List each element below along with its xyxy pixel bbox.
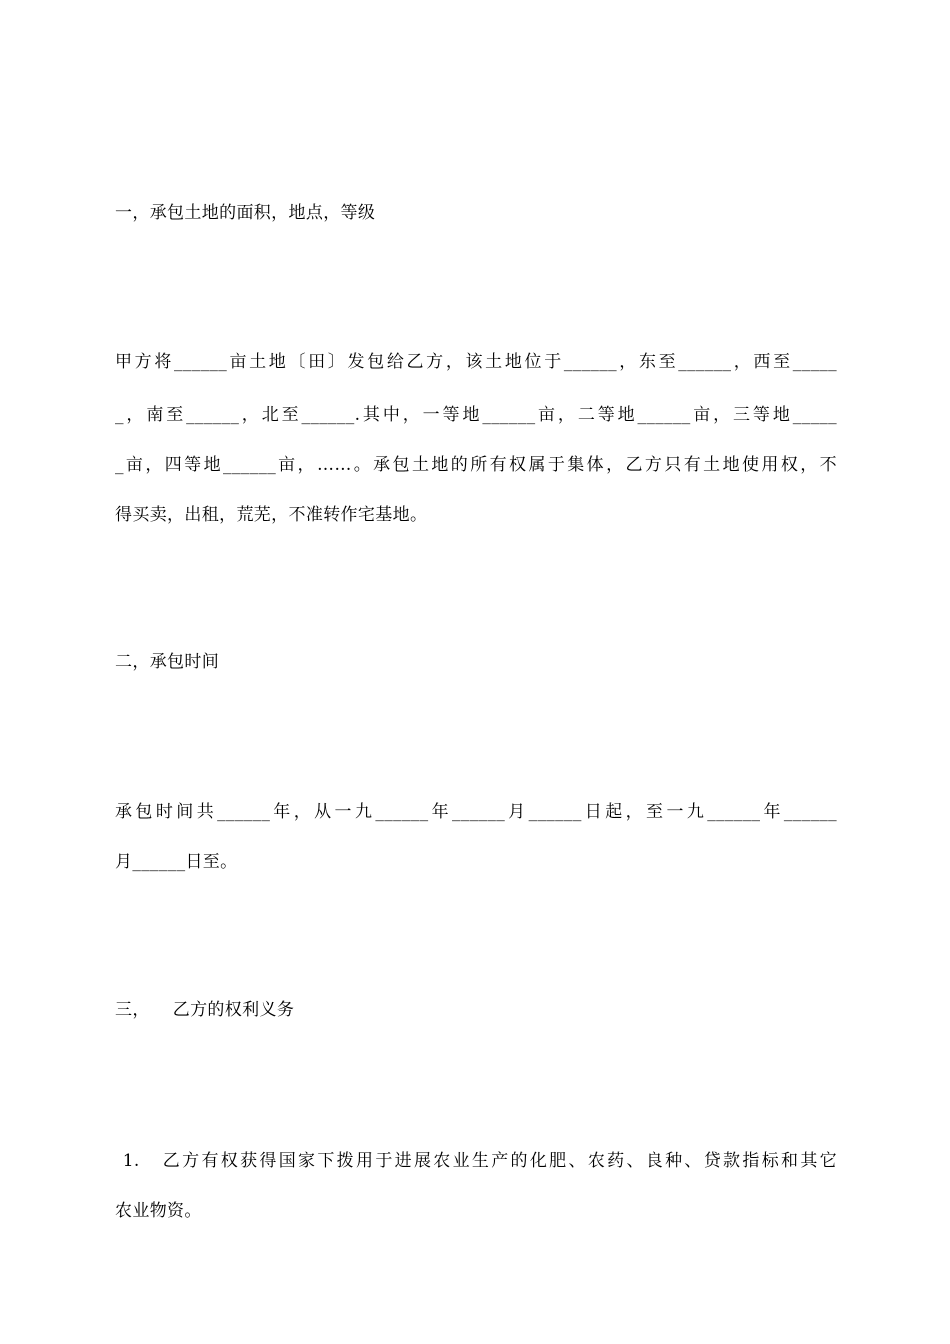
section-3-item-1-line-1: 1. 乙方有权获得国家下拨用于进展农业生产的化肥、农药、良种、贷款指标和其它	[115, 1151, 837, 1171]
section-2-paragraph-line-1: 承包时间共______年，从一九______年______月______日起，至一九______年______	[115, 802, 837, 822]
section-3-item-1-line-2: 农业物资。	[115, 1201, 202, 1221]
section-1-paragraph-line-2: _，南至______，北至______.其中，一等地______亩，二等地______亩，三等地_____	[115, 405, 837, 425]
section-1-paragraph-line-4: 得买卖，出租，荒芜，不准转作宅基地。	[115, 505, 428, 525]
section-2-paragraph-line-2: 月______日至。	[115, 852, 238, 872]
section-1-heading: 一，承包土地的面积，地点，等级	[115, 203, 376, 223]
section-2-heading: 二，承包时间	[115, 652, 220, 672]
section-3-heading: 三， 乙方的权利义务	[115, 1000, 295, 1020]
section-1-paragraph-line-3: _亩，四等地______亩，……。承包土地的所有权属于集体，乙方只有土地使用权，不	[115, 455, 837, 475]
section-1-paragraph-line-1: 甲方将______亩土地〔田〕发包给乙方，该土地位于______，东至______，西至_____	[115, 352, 837, 372]
